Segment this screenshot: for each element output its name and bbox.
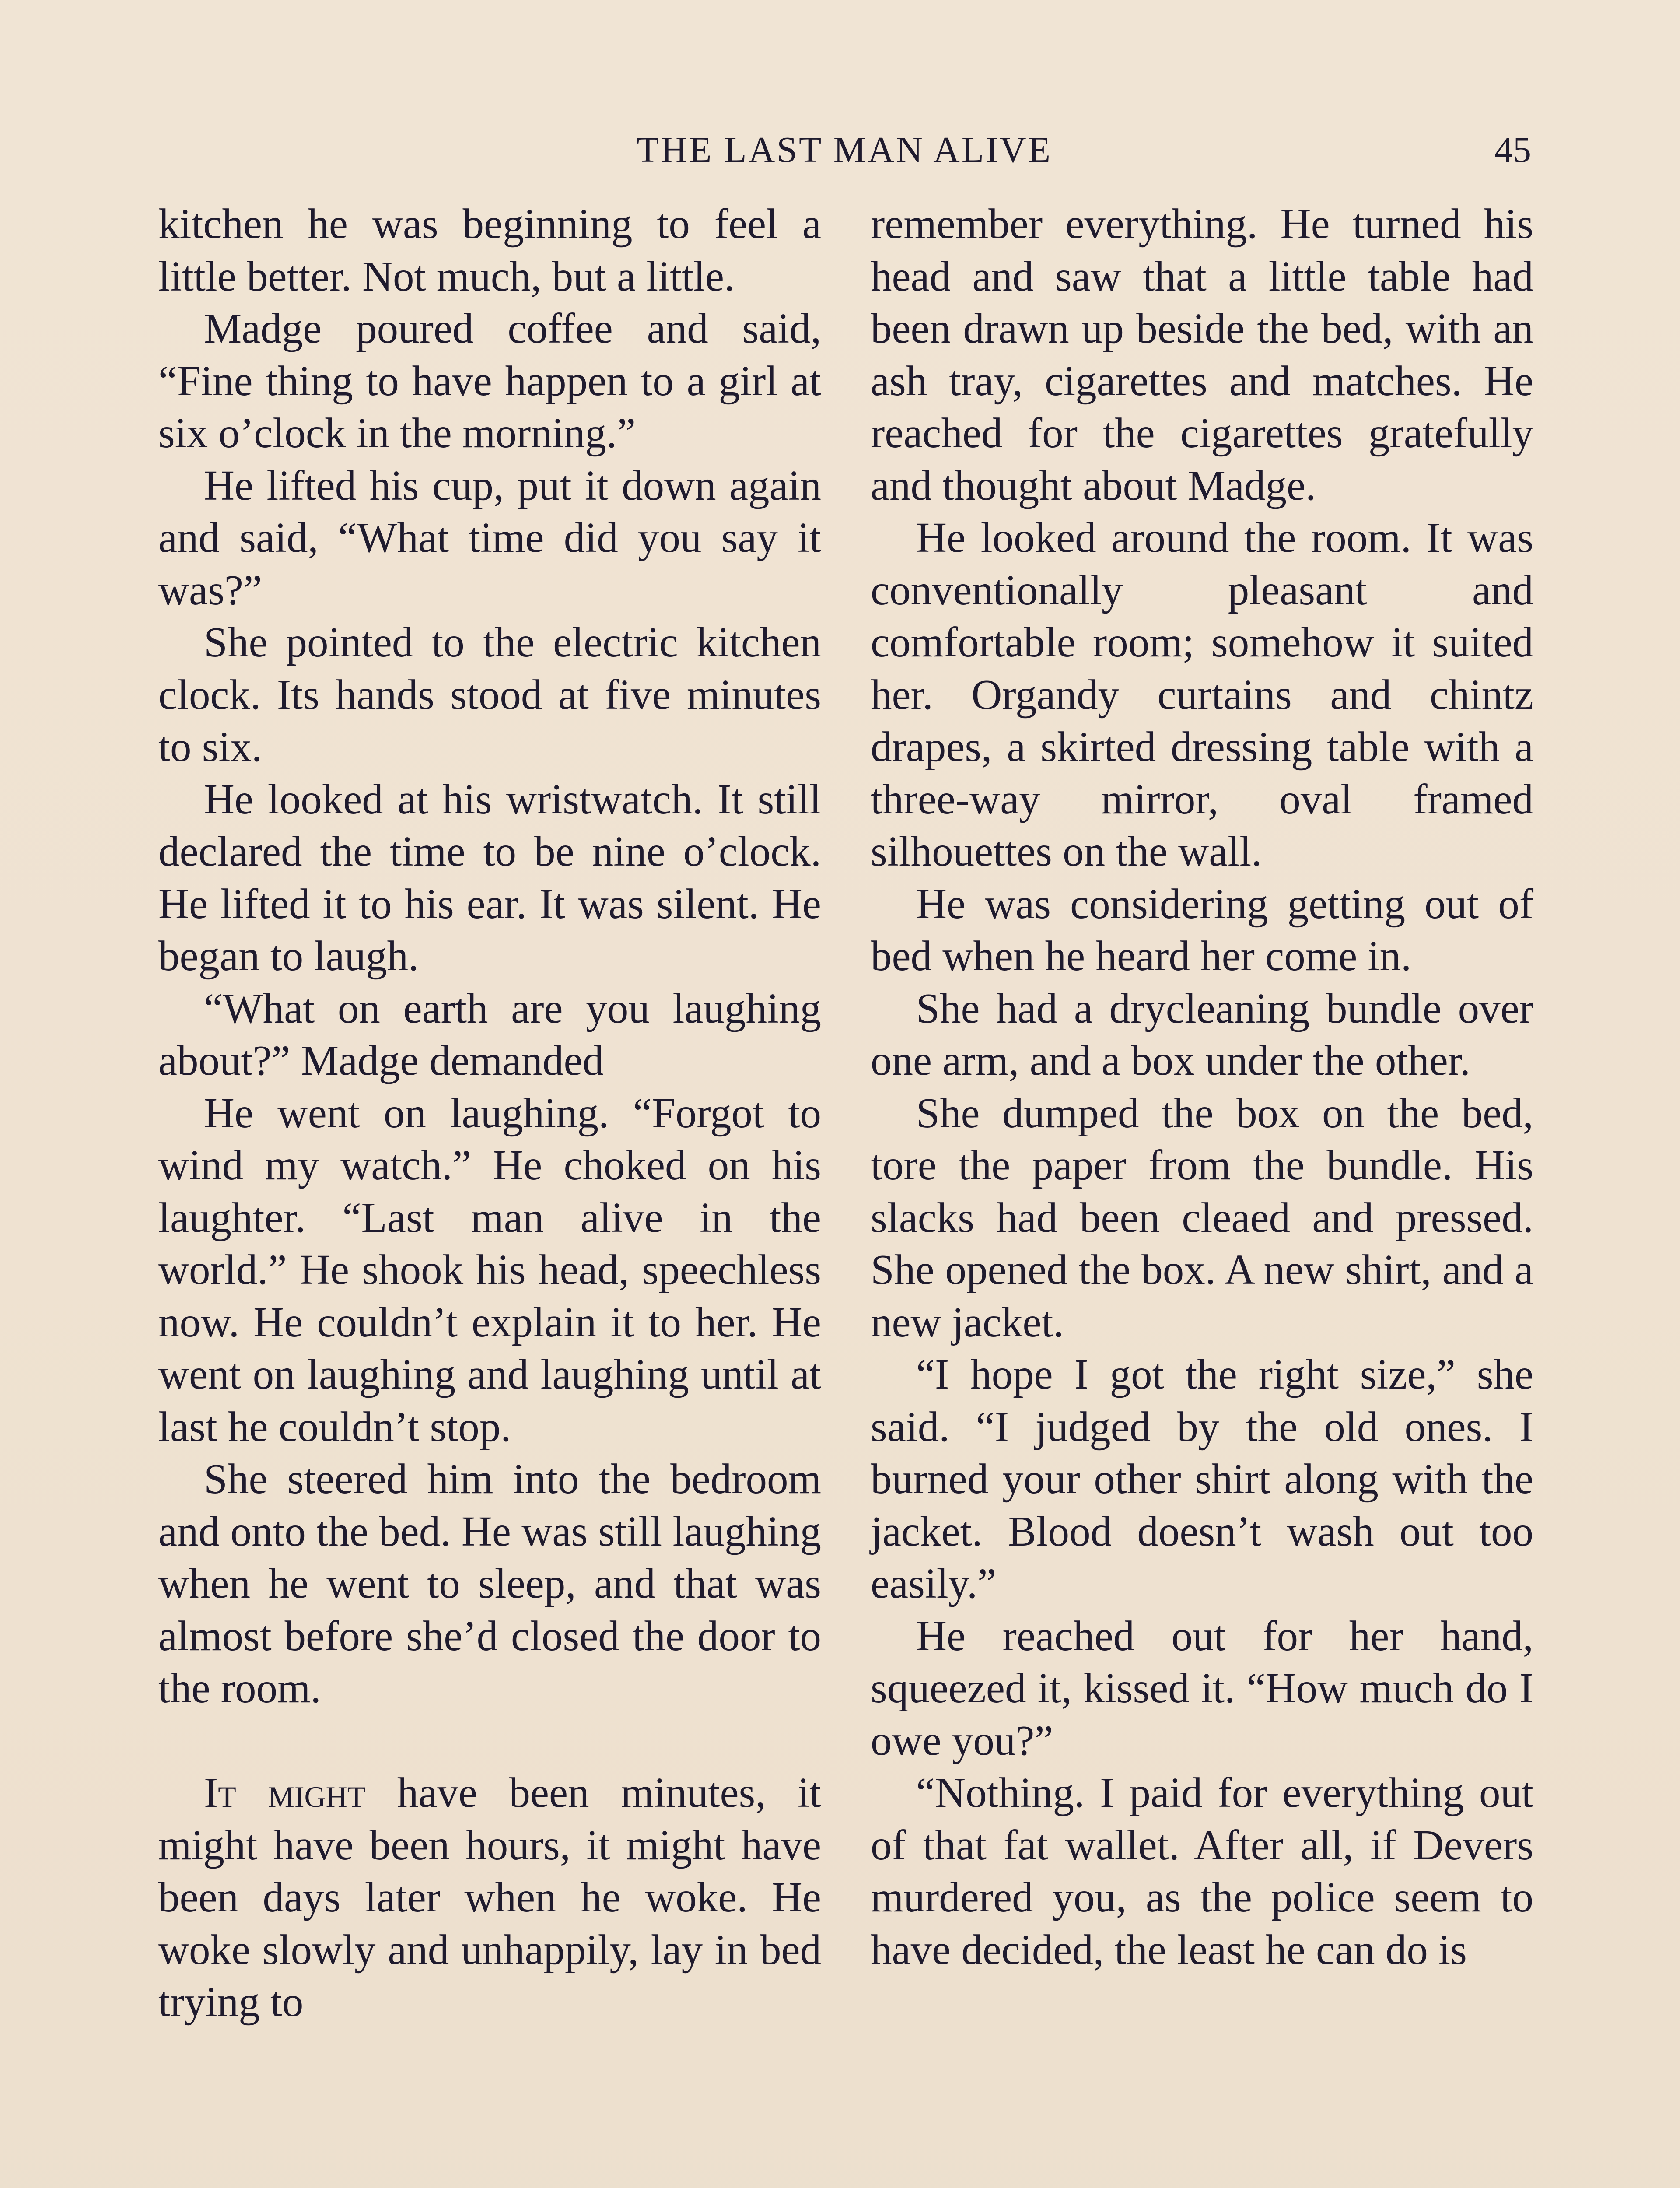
paragraph: He looked at his wristwatch. It still declared the time to be nine o’clock. He lifted it to his ear. It was silent. He began to laugh. [158,775,821,979]
paragraph: She dumped the box on the bed, tore the paper from the bundle. His slacks had been cleaed and pressed. She opened the box. A new shirt, and a new jacket. [871,1089,1533,1346]
paragraph: He reached out for her hand, squeezed it, kissed it. “How much do I owe you?” [871,1612,1533,1764]
paragraph: She had a drycleaning bundle over one arm, and a box under the other. [871,985,1533,1084]
section-opening-paragraph [158,1767,821,2028]
right-column [871,198,1533,1976]
paragraph: Madge poured coffee and said, “Fine thing to have happen to a girl at six o’clock in the morning.” [158,305,821,456]
page-number: 45 [1494,130,1531,170]
paragraph: He lifted his cup, put it down again and said, “What time did you say it was?” [158,462,821,614]
paragraph: “What on earth are you laughing about?” Madge demanded [158,985,821,1084]
paragraph: kitchen he was beginning to feel a little better. Not much, but a little. [158,200,821,300]
paragraph: She pointed to the electric kitchen clock. Its hands stood at five minutes to six. [158,619,821,770]
section-text: have been minutes, it might have been hours, it might have been days later when he woke. He woke slowly and unhappily, lay in bed trying to [158,1769,822,2025]
paragraph: He was considering getting out of bed when he heard her come in. [871,880,1533,979]
paragraph: “I hope I got the right size,” she said. “I judged by the old ones. I burned your other shirt along with the jacket. Blood doesn’t wash out too easily.” [871,1351,1533,1607]
paragraph: remember everything. He turned his head and saw that a little table had been drawn up beside the bed, with an ash tray, cigarettes and matches. He reached for the cigarettes gratefully and thought about Madge. [871,200,1533,509]
running-header [158,117,1531,183]
section-lead-in: It might [204,1769,366,1816]
paragraph: “Nothing. I paid for everything out of that fat wallet. After all, if Devers murdered you, as the police seem to have decided, the least he can do is [871,1769,1533,1973]
paragraph: He went on laughing. “Forgot to wind my watch.” He choked on his laughter. “Last man alive in the world.” He shook his head, speechless now. He couldn’t explain it to her. He went on laughing and laughing until at last he couldn’t stop. [158,1089,821,1450]
paragraph: She steered him into the bedroom and onto the bed. He was still laughing when he went to sleep, and that was almost before she’d closed the door to the room. [158,1455,821,1711]
running-title: THE LAST MAN ALIVE [636,130,1053,170]
paragraph: He looked around the room. It was conventionally pleasant and comfortable room; somehow it suited her. Organdy curtains and chintz drapes, a skirted dressing table with a three-way mirror, oval framed silhouettes on the wall. [871,514,1533,875]
left-column [158,198,821,2028]
